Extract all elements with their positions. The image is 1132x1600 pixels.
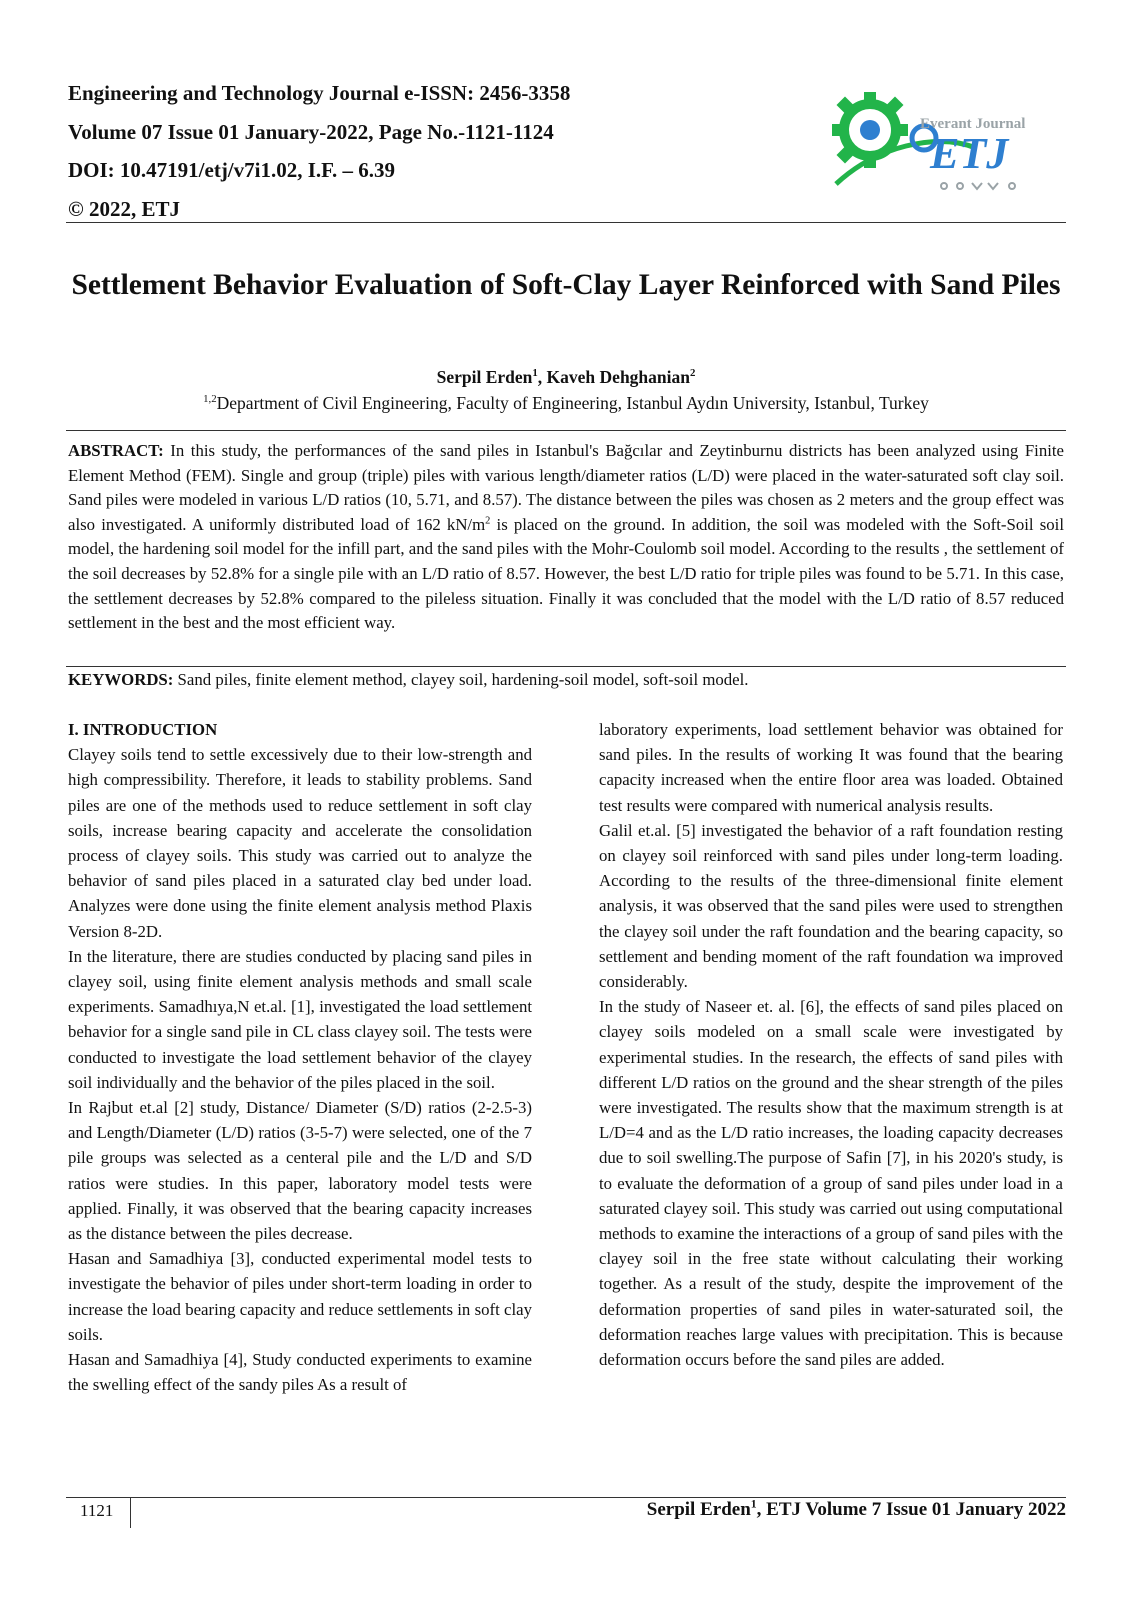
body-paragraph: Hasan and Samadhiya [3], conducted experimental model tests to investigate the behavior of piles under short-term loading in order to increase the load bearing capacity and reduce settlements in soft clay soils. <box>68 1249 532 1344</box>
author-separator: , <box>537 367 547 387</box>
volume-line: Volume 07 Issue 01 January-2022, Page No.-1121-1124 <box>68 119 554 144</box>
keywords-text: Sand piles, finite element method, clayey soil, hardening-soil model, soft-soil model. <box>173 670 749 689</box>
keywords-divider <box>66 666 1066 667</box>
body-paragraph: In Rajbut et.al [2] study, Distance/ Diameter (S/D) ratios (2-2.5-3) and Length/Diameter (L/D) ratios (3-5-7) were selected, one of the 7 pile groups was selected as a centeral pile and the L/D and S/D ratios were studies. In this paper, laboratory model tests were applied. Finally, it was observed that the bearing capacity increases as the distance between the piles decrease. <box>68 1098 532 1244</box>
footer-citation-text: , ETJ Volume 7 Issue 01 January 2022 <box>756 1499 1066 1520</box>
journal-header <box>68 74 628 228</box>
body-paragraph: Clayey soils tend to settle excessively due to their low-strength and high compressibility. Therefore, it leads to stability problems. Sand piles are one of the methods used to reduce settlement in soft clay soils, increase bearing capacity and accelerate the consolidation process of clayey soils. This study was carried out to analyze the behavior of sand piles placed in a saturated clay bed under load. Analyzes were done using the finite element analysis method Plaxis Version 8-2D. <box>68 745 532 941</box>
logo-decoration <box>941 183 1015 189</box>
journal-issn-line: Engineering and Technology Journal e-ISSN: 2456-3358 <box>68 81 571 105</box>
abstract-text-2: is placed on the ground. In addition, the soil was modeled with the Soft-Soil soil model, the hardening soil model for the infill part, and the sand piles with the Mohr-Coulomb soil model. According to the results , the settlement of the soil decreases by 52.8% for a single pile with an L/D ratio of 8.57. However, the best L/D ratio for triple piles was found to be 5.71. In this case, the settlement decreases by 52.8% compared to the pileless situation. Finally it was concluded that the model with the L/D ratio of 8.57 reduced settlement in the best and the most efficient way. <box>68 514 1064 633</box>
footer-superscript: 1 <box>750 1497 757 1511</box>
footer-separator <box>130 1497 131 1528</box>
body-paragraph: laboratory experiments, load settlement behavior was obtained for sand piles. In the results of working It was found that the bearing capacity increased when the entire floor area was loaded. Obtained test results were compared with numerical analysis results. <box>599 720 1063 815</box>
copyright-line: © 2022, ETJ <box>68 196 180 221</box>
body-paragraph: In the literature, there are studies conducted by placing sand piles in clayey soil, using finite element analysis methods and small scale experiments. Samadhıya,N et.al. [1], investigated the load settlement behavior for a single sand pile in CL class clayey soil. The tests were conducted to investigate the load settlement behavior of the clayey soil individually and the behavior of the piles placed in the soil. <box>68 946 532 1092</box>
left-column <box>68 717 532 1397</box>
section-heading-introduction: I. INTRODUCTION <box>68 720 218 739</box>
affiliation <box>70 392 1062 414</box>
abstract-text-1: In this study, the performances of the sand piles in Istanbul's Bağcılar and Zeytinburnu districts has been analyzed using Finite Element Method (FEM). Single and group (triple) piles with various length/diameter ratios (L/D) were placed in the water-saturated soft clay soil. Sand piles were modeled in various L/D ratios (10, 5.71, and 8.57). The distance between the piles was chosen as 2 meters and the group effect was also investigated. A uniformly distributed load of 162 kN/m <box>68 441 1064 534</box>
body-paragraph: Hasan and Samadhiya [4], Study conducted experiments to examine the swelling effect of the sandy piles As a result of <box>68 1350 532 1395</box>
header-divider <box>66 222 1066 223</box>
author-line <box>70 366 1062 388</box>
footer-author: Serpil Erden <box>646 1499 751 1520</box>
author-1-superscript: 1 <box>532 367 538 380</box>
right-column <box>599 717 1063 1372</box>
abstract-top-divider <box>66 430 1066 431</box>
abstract <box>68 439 1064 636</box>
keywords-label: KEYWORDS: <box>68 670 174 689</box>
abstract-superscript: 2 <box>485 515 491 527</box>
body-paragraph: Galil et.al. [5] investigated the behavior of a raft foundation resting on clayey soil reinforced with sand piles under long-term loading. According to the results of the three-dimensional finite element analysis, it was observed that the sand piles were used to strengthen the clayey soil under the raft foundation and the bearing capacity, so settlement and bending moment of the raft foundation wa improved considerably. <box>599 820 1063 992</box>
etj-logo <box>826 86 1036 198</box>
logo-acronym: ETJ <box>930 129 1009 178</box>
body-paragraph: In the study of Naseer et. al. [6], the effects of sand piles placed on clayey soils modeled on a small scale were investigated by experimental studies. In the research, the effects of sand piles with different L/D ratios on the ground and the shear strength of the piles were investigated. The results show that the maximum strength is at L/D=4 and as the L/D ratio increases, the loading capacity decreases due to soil swelling.The purpose of Safin [7], in his 2020's study, is to evaluate the deformation of a group of sand piles under load in a saturated clayey soil. This study was carried out using computational methods to examine the interactions of a group of sand piles with the clayey soil in the free state without calculating their working together. As a result of the study, despite the improvement of the deformation properties of sand piles in water-saturated soil, the deformation reaches large values with precipitation. This is because deformation occurs before the sand piles are added. <box>599 997 1063 1370</box>
logo-banner-text: Everant Journal <box>920 116 1026 132</box>
author-1: Serpil Erden <box>436 367 533 387</box>
page-number: 1121 <box>80 1501 114 1520</box>
doi-line: DOI: 10.47191/etj/v7i1.02, I.F. – 6.39 <box>68 158 396 182</box>
author-2: Kaveh Dehghanian <box>546 367 690 387</box>
affiliation-text: Department of Civil Engineering, Faculty of Engineering, Istanbul Aydın University, Istanbul, Turkey <box>216 393 929 413</box>
keywords <box>68 668 1064 692</box>
author-2-superscript: 2 <box>689 367 696 380</box>
abstract-label: ABSTRACT: <box>68 441 164 460</box>
paper-title: Settlement Behavior Evaluation of Soft-Clay Layer Reinforced with Sand Piles <box>71 269 1061 301</box>
affiliation-superscript: 1,2 <box>203 393 217 406</box>
gear-icon <box>832 92 908 168</box>
footer-citation <box>647 1497 1066 1523</box>
